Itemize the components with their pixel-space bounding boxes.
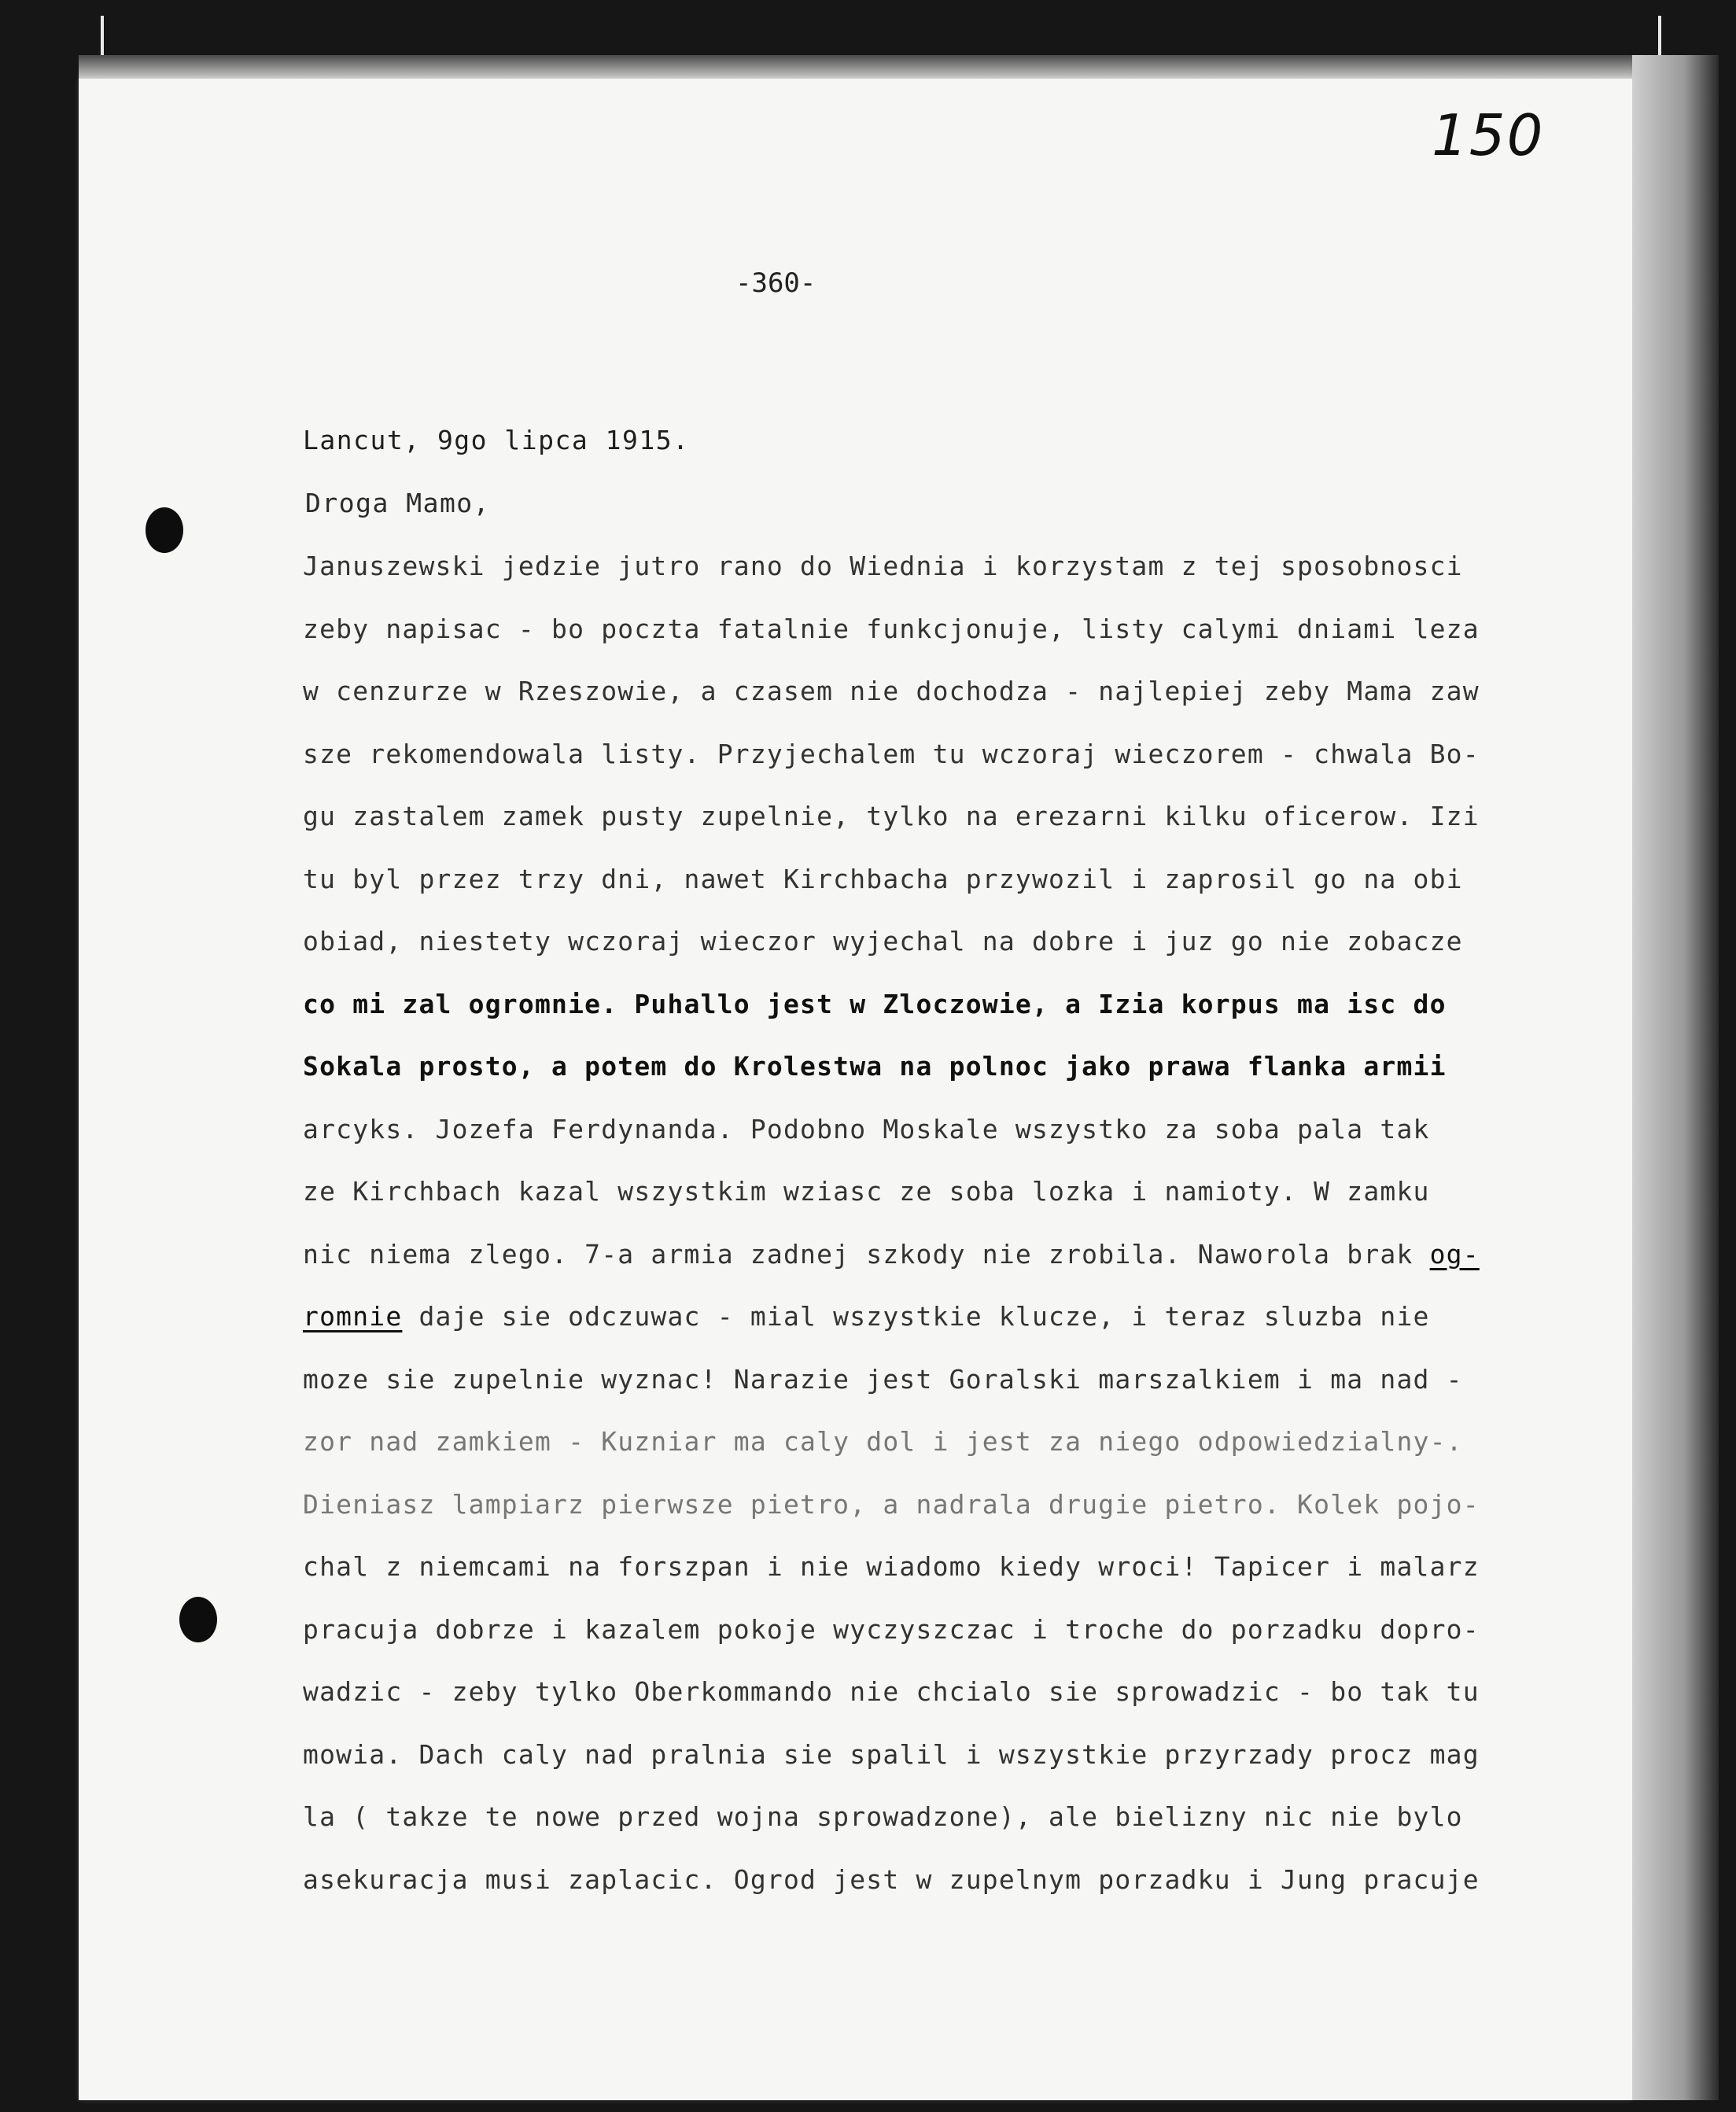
body-line-13 — [303, 1285, 1640, 1348]
body-line-4: sze rekomendowala listy. Przyjechalem tu wczoraj wieczorem - chwala Bo- — [303, 738, 1480, 769]
letter-body — [303, 535, 1640, 1911]
body-line-6: tu byl przez trzy dni, nawet Kirchbacha przywozil i zaprosil go na obi — [303, 863, 1463, 894]
body-line-8: co mi zal ogromnie. Puhallo jest w Zloczowie, a Izia korpus ma isc do — [303, 988, 1447, 1019]
body-line-22: asekuracja musi zaplacic. Ogrod jest w zupelnym porzadku i Jung pracuje — [303, 1863, 1480, 1895]
body-line-3: w cenzurze w Rzeszowie, a czasem nie dochodza - najlepiej zeby Mama zaw — [303, 676, 1480, 706]
body-line-12 — [303, 1223, 1640, 1286]
underlined-word-part-2: romnie — [303, 1301, 403, 1332]
body-line-14: moze sie zupelnie wyznac! Narazie jest Goralski marszalkiem i ma nad - — [303, 1363, 1463, 1395]
body-line-19: wadzic - zeby tylko Oberkommando nie chcialo sie sprowadzic - bo tak tu — [303, 1676, 1480, 1707]
sheet-right-edge — [1632, 55, 1719, 2100]
body-line-2: zeby napisac - bo poczta fatalnie funkcjonuje, listy calymi dniami leza — [303, 613, 1480, 644]
body-line-9: Sokala prosto, a potem do Krolestwa na polnoc jako prawa flanka armii — [303, 1051, 1447, 1082]
punch-hole-upper — [146, 507, 183, 553]
body-line-16: Dieniasz lampiarz pierwsze pietro, a nadrala drugie pietro. Kolek pojo- — [303, 1488, 1480, 1520]
punch-hole-lower — [179, 1597, 217, 1642]
body-line-17: chal z niemcami na forszpan i nie wiadomo kiedy wroci! Tapicer i malarz — [303, 1551, 1480, 1582]
body-line-13-text: daje sie odczuwac - mial wszystkie klucze, i teraz sluzba nie — [402, 1301, 1430, 1332]
dateline: Lancut, 9go lipca 1915. — [303, 425, 690, 455]
body-line-20: mowia. Dach caly nad pralnia sie spalil i wszystkie przyrzady procz mag — [303, 1738, 1480, 1770]
body-line-12-text: nic niema zlego. 7-a armia zadnej szkody nie zrobila. Naworola brak — [303, 1238, 1430, 1270]
body-line-18: pracuja dobrze i kazalem pokoje wyczyszczac i troche do porzadku dopro- — [303, 1613, 1480, 1645]
body-line-15: zor nad zamkiem - Kuzniar ma caly dol i jest za niego odpowiedzialny-. — [303, 1426, 1463, 1457]
body-line-5: gu zastalem zamek pusty zupelnie, tylko na erezarni kilku oficerow. Izi — [303, 801, 1480, 831]
body-line-21: la ( takze te nowe przed wojna sprowadzone), ale bielizny nic nie bylo — [303, 1801, 1463, 1832]
body-line-1: Januszewski jedzie jutro rano do Wiednia i korzystam z tej sposobnosci — [303, 551, 1463, 581]
underlined-word-part-1: og- — [1429, 1238, 1480, 1270]
body-line-7: obiad, niestety wczoraj wieczor wyjechal na dobre i juz go nie zobacze — [303, 926, 1463, 956]
folio-number: 150 — [1432, 102, 1545, 168]
body-line-10: arcyks. Jozefa Ferdynanda. Podobno Moskale wszystko za soba pala tak — [303, 1113, 1430, 1144]
body-line-11: ze Kirchbach kazal wszystkim wziasc ze soba lozka i namioty. W zamku — [303, 1176, 1430, 1207]
page-number: -360- — [735, 267, 816, 299]
salutation: Droga Mamo, — [305, 488, 491, 518]
